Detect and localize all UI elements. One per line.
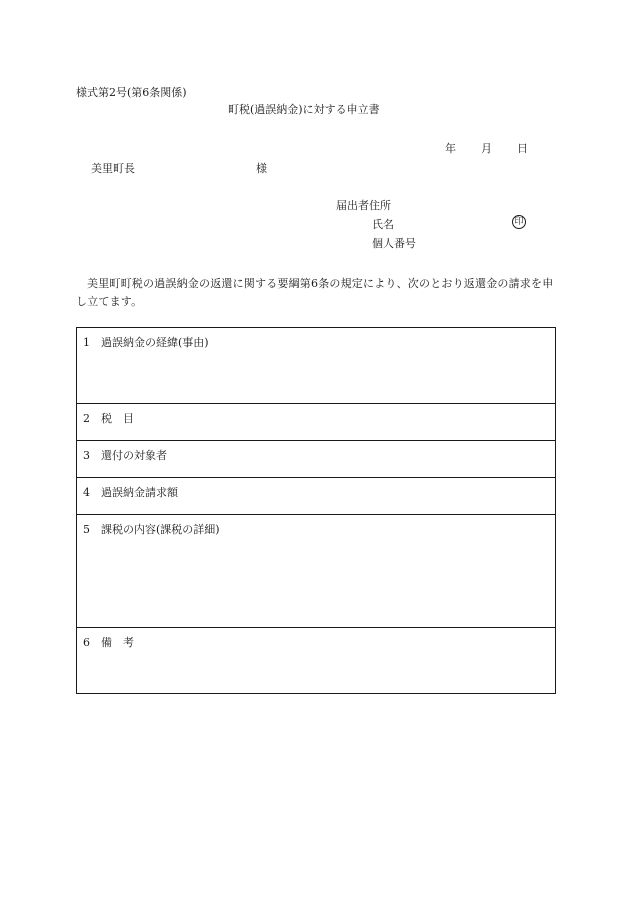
form-row-claim-amount[interactable] [77, 477, 555, 514]
form-reference: 様式第2号(第6条関係) [76, 86, 187, 99]
row-label: 課税の内容(課税の詳細) [101, 523, 220, 536]
row-number: 3 [83, 449, 90, 462]
date-day-label: 日 [517, 142, 528, 155]
applicant-id-label: 個人番号 [372, 237, 416, 250]
form-row-tax-details[interactable] [77, 514, 555, 627]
date-month-label: 月 [481, 142, 492, 155]
row-label: 還付の対象者 [101, 449, 167, 462]
seal-mark: 印 [512, 215, 526, 229]
row-label: 税 目 [101, 412, 134, 425]
row-number: 6 [83, 636, 90, 649]
addressee-name: 美里町長 [91, 162, 135, 175]
row-number: 1 [83, 336, 90, 349]
addressee-honorific: 様 [256, 162, 267, 175]
date-year-label: 年 [445, 142, 456, 155]
applicant-name-label: 氏名 [372, 218, 394, 231]
application-form-table [76, 327, 556, 694]
row-label: 過誤納金請求額 [101, 486, 178, 499]
row-label: 過誤納金の経緯(事由) [101, 336, 209, 349]
form-row-reason[interactable] [77, 328, 555, 403]
row-number: 5 [83, 523, 90, 536]
form-row-tax-item[interactable] [77, 403, 555, 440]
applicant-address-label: 届出者住所 [336, 199, 391, 212]
row-number: 4 [83, 486, 90, 499]
document-title: 町税(過誤納金)に対する申立書 [228, 103, 380, 116]
row-number: 2 [83, 412, 90, 425]
form-row-refund-target[interactable] [77, 440, 555, 477]
row-label: 備 考 [101, 636, 134, 649]
statement-text: 美里町町税の過誤納金の返還に関する要綱第6条の規定により、次のとおり返還金の請求を申し立てます。 [76, 277, 554, 308]
form-row-remarks[interactable] [77, 627, 555, 693]
